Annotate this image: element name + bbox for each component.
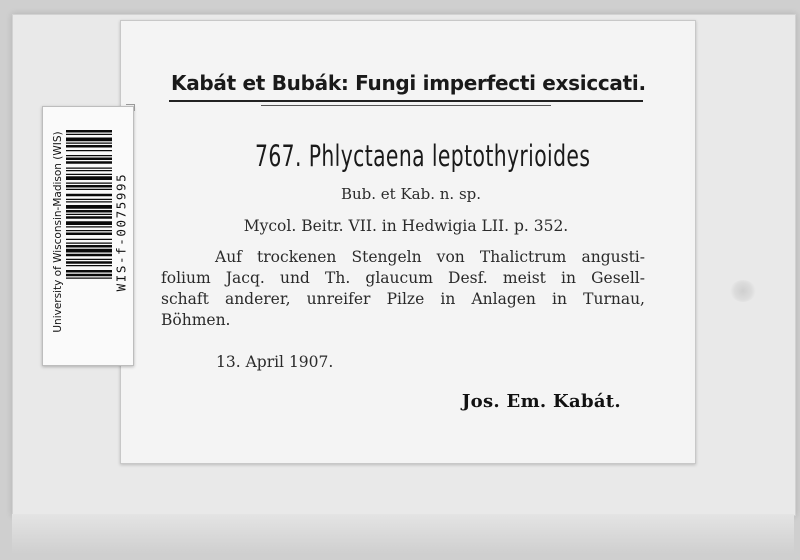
collector-name: Jos. Em. Kabát.	[461, 391, 621, 412]
locality-description	[161, 247, 645, 331]
publication-citation: Mycol. Beitr. VII. in Hedwigia LII. p. 352.	[243, 217, 569, 235]
taxon-author: Bub. et Kab. n. sp.	[340, 185, 482, 203]
taxon-title: 767. Phlyctaena leptothyrioides	[255, 139, 591, 173]
barcode-label-tab	[126, 104, 135, 111]
institution-text	[52, 130, 64, 335]
barcode-icon	[66, 130, 112, 335]
institution-name: University of Wisconsin-Madison (WIS)	[52, 131, 64, 333]
sheet-stain	[730, 280, 756, 302]
locality-line: schaft anderer, unreifer Pilze in Anlagen in Turnau,	[161, 290, 645, 308]
locality-line: folium Jacq. und Th. glaucum Desf. meist in Gesell-	[161, 269, 645, 287]
catalog-number: WIS-f-0075995	[113, 172, 129, 292]
exsiccata-header: Kabát et Bubák: Fungi imperfecti exsiccati.	[171, 71, 646, 95]
specimen-label	[120, 20, 696, 464]
header-rule	[169, 100, 643, 102]
sheet-edge	[12, 514, 794, 554]
catalog-number-text	[114, 130, 128, 335]
locality-line: Auf trockenen Stengeln von Thalictrum angusti-	[215, 248, 645, 266]
header-rule-thin	[261, 105, 551, 106]
collection-date: 13. April 1907.	[216, 353, 334, 371]
locality-line: Böhmen.	[161, 311, 231, 329]
